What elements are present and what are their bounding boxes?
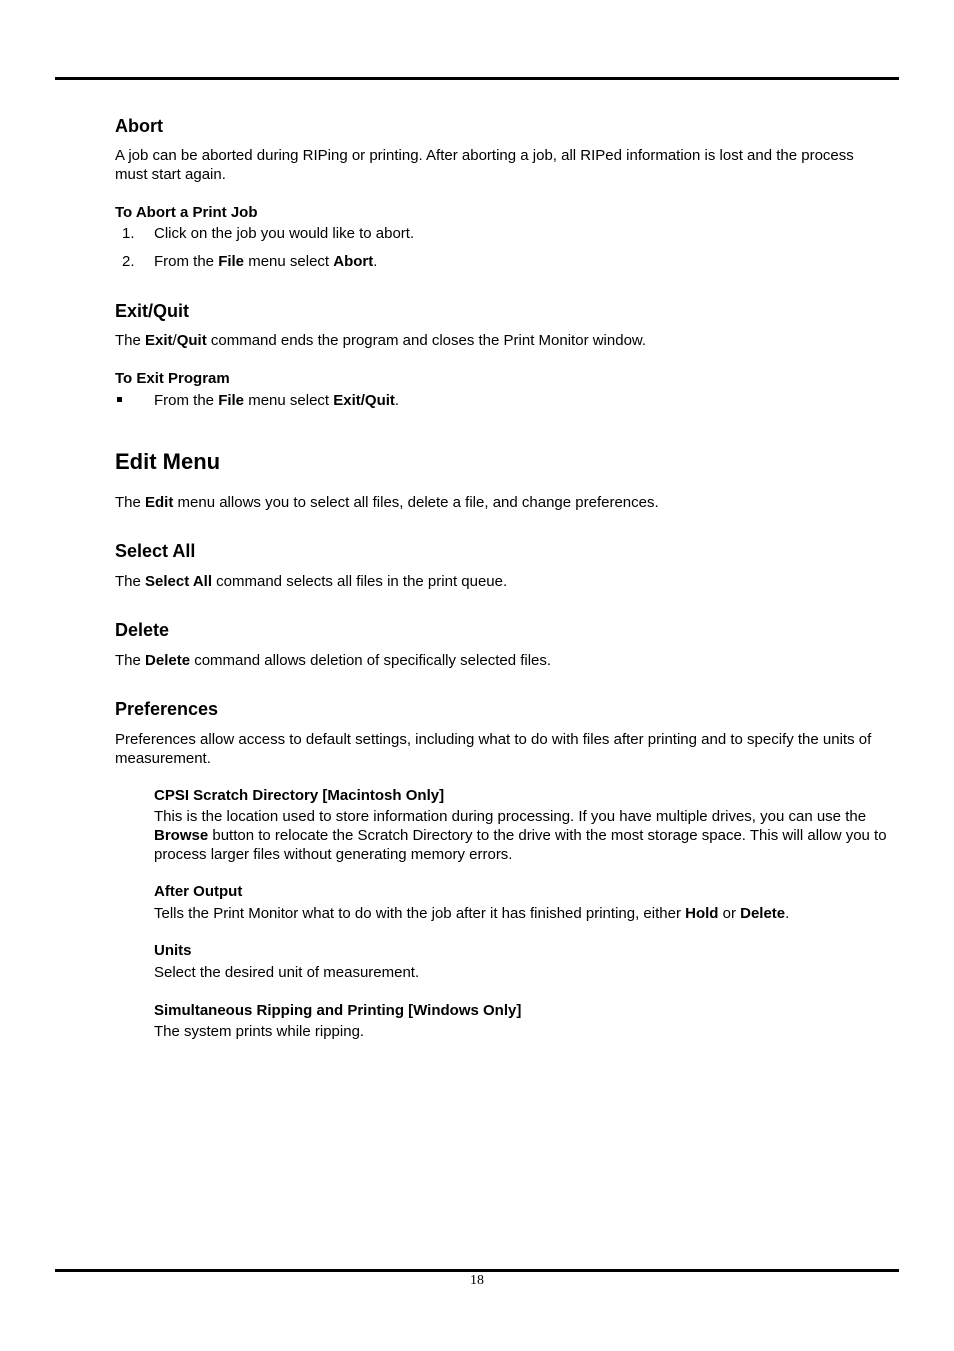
bullet-icon — [117, 397, 122, 402]
after-output-body: Tells the Print Monitor what to do with the job after it has finished printing, either Hold or Delete. — [154, 905, 790, 922]
abort-procedure-title: To Abort a Print Job — [115, 204, 258, 221]
exit-procedure-title: To Exit Program — [115, 370, 230, 387]
preferences-heading: Preferences — [115, 699, 219, 719]
abort-body: A job can be aborted during RIPing or printing. After aborting a job, all RIPed information is lost and the process must start again. — [115, 147, 854, 183]
page-number: 18 — [470, 1273, 484, 1288]
abort-step-2-text: From the File menu select Abort. — [154, 253, 378, 270]
footer-rule — [55, 1269, 899, 1272]
preferences-body: Preferences allow access to default settings, including what to do with files after printing and to specify the units of measurement. — [115, 731, 872, 767]
units-title: Units — [154, 942, 192, 959]
after-output-title: After Output — [154, 883, 243, 900]
header-rule — [55, 77, 899, 80]
select-all-heading: Select All — [115, 541, 196, 561]
simultaneous-title: Simultaneous Ripping and Printing [Windows Only] — [154, 1002, 522, 1019]
delete-body: The Delete command allows deletion of specifically selected files. — [115, 652, 552, 669]
exit-step-text: From the File menu select Exit/Quit. — [154, 392, 400, 409]
units-body: Select the desired unit of measurement. — [154, 964, 420, 981]
delete-heading: Delete — [115, 620, 170, 640]
simultaneous-body: The system prints while ripping. — [154, 1023, 365, 1040]
abort-step-1-number: 1. — [122, 225, 135, 242]
abort-step-1-text: Click on the job you would like to abort. — [154, 225, 415, 242]
abort-heading: Abort — [115, 116, 163, 136]
cpsi-title: CPSI Scratch Directory [Macintosh Only] — [154, 787, 445, 804]
edit-menu-heading: Edit Menu — [115, 449, 221, 474]
exit-heading: Exit/Quit — [115, 301, 190, 321]
exit-body: The Exit/Quit command ends the program and closes the Print Monitor window. — [115, 332, 647, 349]
edit-menu-body: The Edit menu allows you to select all files, delete a file, and change preferences. — [115, 494, 659, 511]
abort-step-2-number: 2. — [122, 253, 135, 270]
select-all-body: The Select All command selects all files in the print queue. — [115, 573, 508, 590]
cpsi-body: This is the location used to store information during processing. If you have multiple drives, you can use the Browse button to relocate the Scratch Directory to the drive with the most storage space. This will allow you to process larger files without generating memory errors. — [154, 808, 887, 863]
